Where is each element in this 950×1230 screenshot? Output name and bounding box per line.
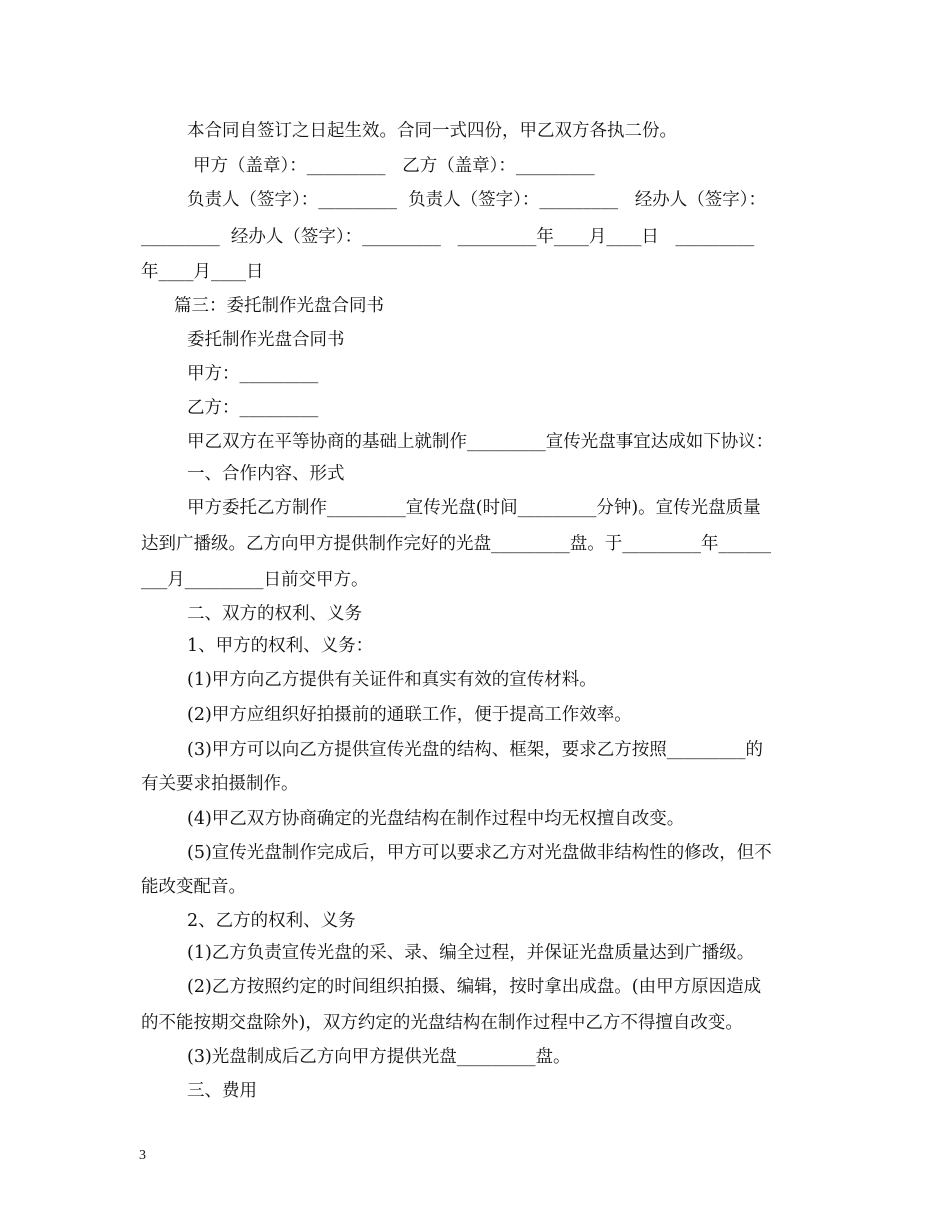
list-item-continued: 能改变配音。 — [141, 877, 246, 897]
list-item-continued: 的不能按期交盘除外)，双方约定的光盘结构在制作过程中乙方不得擅自改变。 — [141, 1013, 743, 1033]
paragraph-line: 达到广播级。乙方向甲方提供制作完好的光盘_________盘。于_________年______ — [141, 534, 771, 554]
party-seal-line: 甲方（盖章）：_________ 乙方（盖章）：_________ — [193, 156, 595, 176]
contract-title: 委托制作光盘合同书 — [187, 330, 345, 350]
paragraph-line: 甲方委托乙方制作_________宣传光盘(时间_________分钟)。宣传光盘质量 — [187, 498, 761, 518]
party-b-line: 乙方：_________ — [187, 398, 319, 418]
sub-clause-heading: 1、甲方的权利、义务： — [187, 636, 374, 656]
sub-clause-heading: 2、乙方的权利、义务 — [187, 911, 356, 931]
list-item: (3)甲方可以向乙方提供宣传光盘的结构、框架，要求乙方按照_________的 — [187, 740, 764, 760]
signature-line: 负责人（签字）：_________ 负责人（签字）：_________ 经办人（签字）： — [187, 190, 767, 210]
party-a-line: 甲方：_________ — [187, 364, 319, 384]
signature-date-line: _________ 经办人（签字）：_________ _________年____月____日 _________ — [141, 227, 755, 247]
date-line: 年____月____日 — [141, 262, 264, 282]
page-number: 3 — [139, 1148, 146, 1163]
list-item-continued: 有关要求拍摄制作。 — [141, 774, 299, 794]
contract-effective-clause: 本合同自签订之日起生效。合同一式四份，甲乙双方各执二份。 — [187, 121, 677, 141]
list-item: (5)宣传光盘制作完成后，甲方可以要求乙方对光盘做非结构性的修改，但不 — [187, 843, 772, 863]
list-item: (2)乙方按照约定的时间组织拍摄、编辑，按时拿出成盘。(由甲方原因造成 — [187, 977, 762, 997]
clause-heading-3: 三、费用 — [187, 1081, 257, 1101]
clause-heading-1: 一、合作内容、形式 — [187, 464, 345, 484]
paragraph-line: ___月_________日前交甲方。 — [141, 570, 369, 590]
clause-heading-2: 二、双方的权利、义务 — [187, 604, 362, 624]
list-item: (1)乙方负责宣传光盘的采、录、编全过程，并保证光盘质量达到广播级。 — [187, 943, 755, 963]
list-item: (3)光盘制成后乙方向甲方提供光盘_________盘。 — [187, 1047, 571, 1067]
agreement-intro: 甲乙双方在平等协商的基础上就制作_________宣传光盘事宜达成如下协议： — [187, 432, 774, 452]
list-item: (1)甲方向乙方提供有关证件和真实有效的宣传材料。 — [187, 670, 597, 690]
list-item: (4)甲乙双方协商确定的光盘结构在制作过程中均无权擅自改变。 — [187, 809, 685, 829]
section-heading: 篇三：委托制作光盘合同书 — [174, 296, 384, 316]
list-item: (2)甲方应组织好拍摄前的通联工作，便于提高工作效率。 — [187, 705, 632, 725]
